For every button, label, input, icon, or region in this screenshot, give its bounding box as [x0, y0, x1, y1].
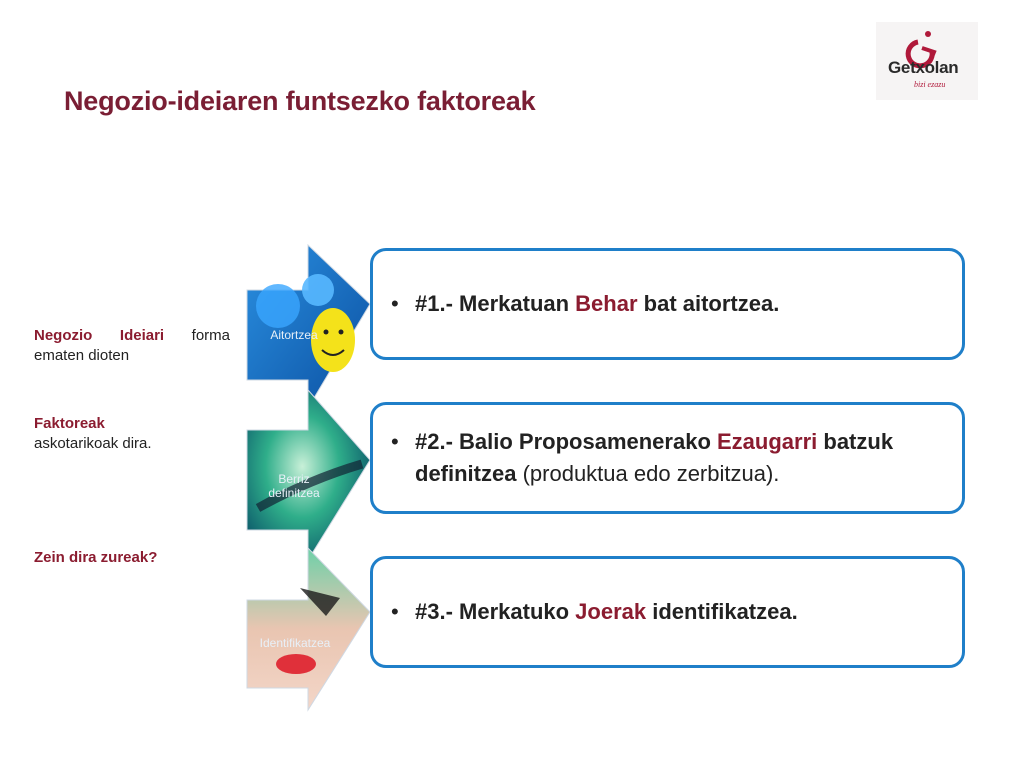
- step-1-highlight: Behar: [575, 291, 638, 316]
- logo-name: Getxolan: [888, 58, 959, 77]
- step-1-post: bat aitortzea.: [637, 291, 780, 316]
- step-2-pre: #2.- Balio Proposamenerako: [415, 429, 717, 454]
- step-1-text: [391, 288, 779, 320]
- logo-tagline: bizi ezazu: [914, 80, 946, 89]
- step-1-card: [370, 248, 965, 360]
- sidebar-word-ideiari: Ideiari: [119, 327, 165, 344]
- step-2-card: [370, 402, 965, 514]
- chevron-step-3: [247, 548, 370, 710]
- slide-title: Negozio-ideiaren funtsezko faktoreak: [64, 86, 536, 116]
- sidebar-question: Zein dira zureak?: [34, 549, 158, 566]
- step-3-pre: #3.- Merkatuko: [415, 599, 576, 624]
- step-2-image-label: Berriz definitzea: [268, 472, 320, 500]
- chevron-step-1: [247, 245, 370, 408]
- step-3-card: [370, 556, 965, 668]
- step-3-highlight: Joerak: [575, 599, 647, 624]
- step-2-post: batzuk definitzea: [415, 429, 894, 486]
- sidebar-line-2: ematen dioten: [34, 347, 130, 364]
- step-2-post-plain: (produktua edo zerbitzua).: [516, 461, 780, 486]
- sidebar-faktoreak: Faktoreak: [34, 415, 105, 432]
- sidebar-word-negozio: Negozio: [34, 327, 93, 344]
- step-3-post: identifikatzea.: [646, 599, 798, 624]
- step-1-pre: #1.- Merkatuan: [415, 291, 576, 316]
- bullet: •: [391, 429, 399, 454]
- step-2-highlight: Ezaugarri: [717, 429, 818, 454]
- sidebar-askotarikoak: askotarikoak dira.: [34, 435, 152, 452]
- step-1-image-label: Aitortzea: [270, 328, 318, 342]
- step-3-image-label: Identifikatzea: [259, 636, 331, 650]
- sidebar-word-forma: forma: [191, 327, 230, 344]
- bullet: •: [391, 599, 399, 624]
- step-2-text: [391, 426, 955, 490]
- step-3-text: [391, 596, 798, 628]
- bullet: •: [391, 291, 399, 316]
